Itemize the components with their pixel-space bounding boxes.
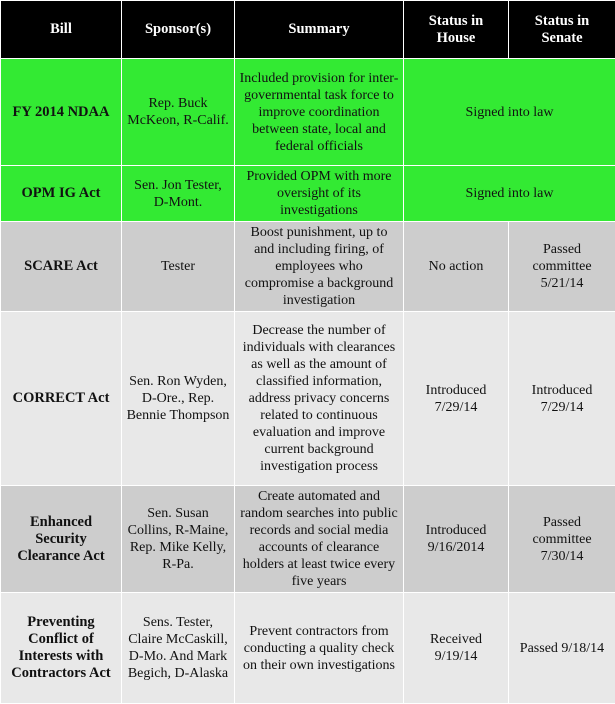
status-cell: Signed into law — [404, 166, 615, 222]
house-status-cell: Introduced 9/16/2014 — [404, 486, 509, 593]
table-row — [1, 486, 615, 593]
senate-status-cell: Passed committee 5/21/14 — [509, 222, 615, 312]
sponsors-cell: Sen. Jon Tester, D-Mont. — [122, 166, 235, 222]
summary-cell: Prevent contractors from conducting a quality check on their own investigations — [235, 593, 404, 704]
senate-status-cell: Passed committee 7/30/14 — [509, 486, 615, 593]
header-status-senate: Status in Senate — [509, 1, 615, 59]
bill-name: SCARE Act — [1, 222, 122, 312]
sponsors-cell: Sen. Ron Wyden, D-Ore., Rep. Bennie Thompson — [122, 312, 235, 486]
table-row — [1, 312, 615, 486]
house-status-cell: Received 9/19/14 — [404, 593, 509, 704]
house-status-cell: No action — [404, 222, 509, 312]
header-status-house: Status in House — [404, 1, 509, 59]
summary-cell: Decrease the number of individuals with clearances as well as the amount of classified information, address privacy concerns related to continuous evaluation and improve current background investigation process — [235, 312, 404, 486]
summary-cell: Create automated and random searches into public records and social media accounts of clearance holders at least twice every five years — [235, 486, 404, 593]
summary-cell: Included provision for inter-governmental task force to improve coordination between state, local and federal officials — [235, 59, 404, 166]
sponsors-cell: Sen. Susan Collins, R-Maine, Rep. Mike Kelly, R-Pa. — [122, 486, 235, 593]
header-row — [1, 1, 615, 59]
summary-cell: Provided OPM with more oversight of its investigations — [235, 166, 404, 222]
senate-status-cell: Passed 9/18/14 — [509, 593, 615, 704]
sponsors-cell: Rep. Buck McKeon, R-Calif. — [122, 59, 235, 166]
sponsors-cell: Sens. Tester, Claire McCaskill, D-Mo. And Mark Begich, D-Alaska — [122, 593, 235, 704]
house-status-cell: Introduced 7/29/14 — [404, 312, 509, 486]
header-summary: Summary — [235, 1, 404, 59]
header-bill: Bill — [1, 1, 122, 59]
header-sponsors: Sponsor(s) — [122, 1, 235, 59]
bill-name: FY 2014 NDAA — [1, 59, 122, 166]
bill-name: Enhanced Security Clearance Act — [1, 486, 122, 593]
bill-name: CORRECT Act — [1, 312, 122, 486]
table-row — [1, 593, 615, 704]
bill-name: OPM IG Act — [1, 166, 122, 222]
senate-status-cell: Introduced 7/29/14 — [509, 312, 615, 486]
table-row — [1, 166, 615, 222]
table-row — [1, 222, 615, 312]
summary-cell: Boost punishment, up to and including firing, of employees who compromise a background investigation — [235, 222, 404, 312]
status-cell: Signed into law — [404, 59, 615, 166]
bill-name: Preventing Conflict of Interests with Contractors Act — [1, 593, 122, 704]
sponsors-cell: Tester — [122, 222, 235, 312]
table-row — [1, 59, 615, 166]
